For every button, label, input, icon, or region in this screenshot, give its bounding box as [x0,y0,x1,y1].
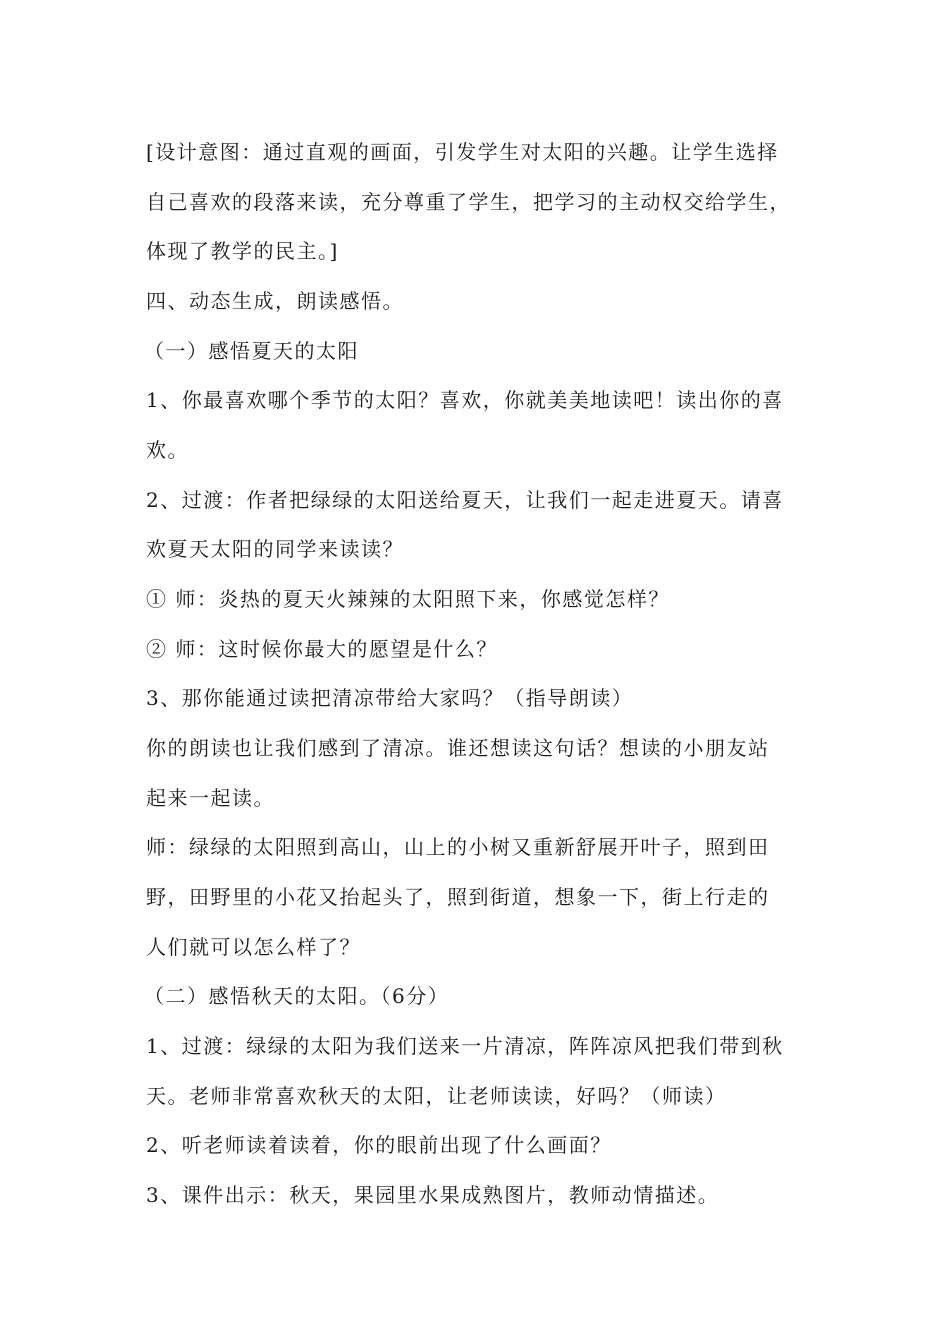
paragraph-line: 起来一起读。 [146,786,275,810]
paragraph-line: 3、课件出示：秋天，果园里水果成熟图片，教师动情描述。 [146,1183,720,1207]
subsection-heading-summer: （一）感悟夏天的太阳 [144,339,359,363]
design-intent-line-2: 自己喜欢的段落来读，充分尊重了学生，把学习的主动权交给学生， [146,190,791,214]
section-heading-4: 四、动态生成，朗读感悟。 [146,289,404,313]
paragraph-line: 1、过渡：绿绿的太阳为我们送来一片清凉，阵阵凉风把我们带到秋 [146,1034,784,1058]
paragraph-line: 人们就可以怎么样了？ [146,935,361,959]
paragraph-line: 欢。 [146,438,189,462]
paragraph-line: 师：绿绿的太阳照到高山，山上的小树又重新舒展开叶子，照到田 [146,835,770,859]
paragraph-line: 天。老师非常喜欢秋天的太阳，让老师读读，好吗？（师读） [146,1084,727,1108]
paragraph-line: 1、你最喜欢哪个季节的太阳？喜欢，你就美美地读吧！读出你的喜 [146,388,784,412]
paragraph-line: 2、过渡：作者把绿绿的太阳送给夏天，让我们一起走进夏天。请喜 [146,488,784,512]
paragraph-line: 欢夏天太阳的同学来读读？ [146,537,404,561]
paragraph-line: ② 师：这时候你最大的愿望是什么？ [146,637,498,661]
paragraph-line: 野，田野里的小花又抬起头了，照到街道，想象一下，街上行走的 [146,885,770,909]
paragraph-line: ① 师：炎热的夏天火辣辣的太阳照下来，你感觉怎样？ [146,587,670,611]
subsection-heading-autumn: （二）感悟秋天的太阳。（6分） [144,984,450,1008]
paragraph-line: 你的朗读也让我们感到了清凉。谁还想读这句话？想读的小朋友站 [146,736,770,760]
paragraph-line: 2、听老师读着读着，你的眼前出现了什么画面？ [146,1133,612,1157]
paragraph-line: 3、那你能通过读把清凉带给大家吗？（指导朗读） [146,686,634,710]
design-intent-line-3: 体现了教学的民主。] [146,239,339,263]
design-intent-line-1: [设计意图：通过直观的画面，引发学生对太阳的兴趣。让学生选择 [146,140,779,164]
